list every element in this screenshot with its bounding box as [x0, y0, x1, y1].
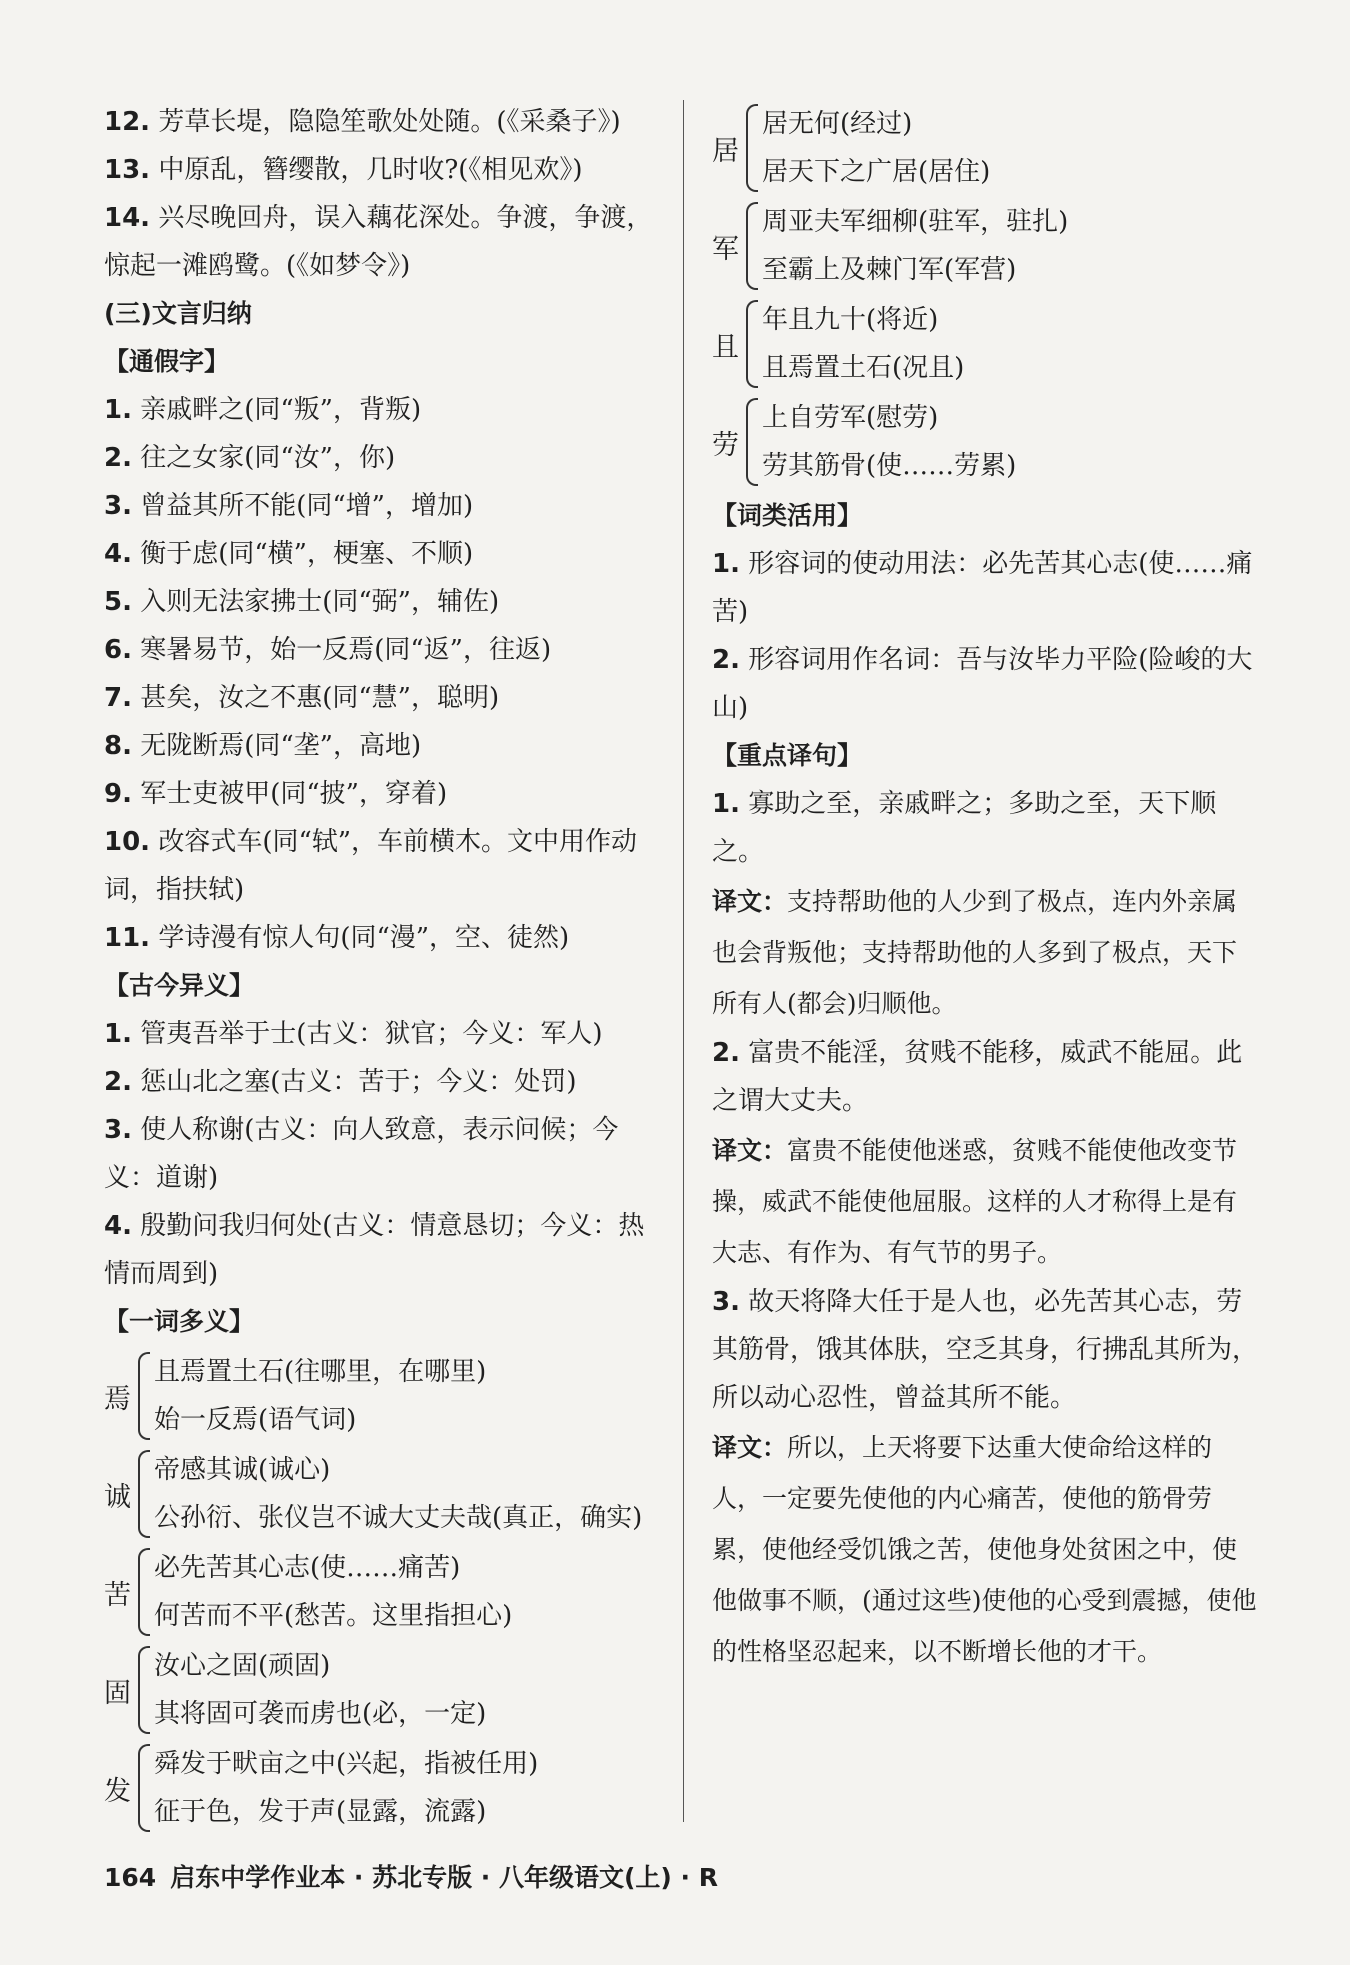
book-title: 启东中学作业本 · 苏北专版 · 八年级语文(上) · R — [170, 1863, 719, 1892]
polysemy-group — [712, 198, 1260, 294]
brace-icon — [138, 1646, 150, 1734]
list-item: 11. 学诗漫有惊人句(同“漫”，空、徒然) — [104, 923, 570, 953]
polysemy-item: 汝心之固(顽固) — [154, 1651, 331, 1681]
polysemy-item: 年且九十(将近) — [762, 305, 939, 335]
polysemy-group — [712, 296, 1260, 392]
list-item: 1. 管夷吾举于士(古义：狱官；今义：军人) — [104, 1019, 603, 1049]
polysemy-item: 居天下之广居(居住) — [762, 157, 991, 187]
translation-list — [712, 780, 1260, 1677]
right-column — [712, 98, 1260, 1677]
polysemy-group — [104, 1348, 669, 1444]
polysemy-char: 发 — [104, 1775, 131, 1807]
polysemy-char: 军 — [712, 233, 739, 265]
poem-line: 14. 兴尽晚回舟，误入藕花深处。争渡，争渡，惊起一滩鸥鹭。(《如梦令》) — [104, 203, 653, 281]
list-item: 2. 惩山北之塞(古义：苦于；今义：处罚) — [104, 1067, 577, 1097]
tongjia-heading: 【通假字】 — [104, 347, 230, 376]
brace-icon — [746, 300, 758, 388]
brace-icon — [138, 1450, 150, 1538]
cilei-list — [712, 540, 1260, 732]
poem-line: 13. 中原乱，簪缨散，几时收?(《相见欢》) — [104, 155, 583, 185]
gujin-list — [104, 1010, 669, 1298]
polysemy-item: 且焉置土石(往哪里，在哪里) — [154, 1357, 487, 1387]
polysemy-group — [104, 1446, 669, 1542]
list-item: 4. 殷勤问我归何处(古义：情意恳切；今义：热情而周到) — [104, 1211, 645, 1289]
polysemy-item: 帝感其诚(诚心) — [154, 1455, 331, 1485]
polysemy-item: 征于色，发于声(显露，流露) — [154, 1797, 487, 1827]
yici-heading: 【一词多义】 — [104, 1307, 255, 1336]
list-item: 10. 改容式车(同“轼”，车前横木。文中用作动词，指扶轼) — [104, 827, 638, 905]
polysemy-char: 劳 — [712, 429, 739, 461]
polysemy-item: 至霸上及棘门军(军营) — [762, 255, 1017, 285]
list-item: 3. 曾益其所不能(同“增”，增加) — [104, 491, 474, 521]
source-sentence: 1. 寡助之至，亲戚畔之；多助之至，天下顺之。 — [712, 789, 1217, 867]
polysemy-item: 周亚夫军细柳(驻军，驻扎) — [762, 207, 1069, 237]
polysemy-item: 其将固可袭而虏也(必，一定) — [154, 1699, 487, 1729]
polysemy-char: 诚 — [104, 1481, 131, 1513]
brace-icon — [138, 1352, 150, 1440]
poem-lines — [104, 98, 669, 290]
polysemy-list — [104, 1348, 669, 1836]
polysemy-item: 居无何(经过) — [762, 109, 913, 139]
list-item: 2. 形容词用作名词：吾与汝毕力平险(险峻的大山) — [712, 645, 1253, 723]
brace-icon — [746, 398, 758, 486]
list-item: 7. 甚矣，汝之不惠(同“慧”，聪明) — [104, 683, 500, 713]
source-sentence: 3. 故天将降大任于是人也，必先苦其心志，劳其筋骨，饿其体肤，空乏其身，行拂乱其所为，所以动心忍性，曾益其所不能。 — [712, 1287, 1259, 1413]
translation-text: 译文：所以，上天将要下达重大使命给这样的人，一定要先使他的内心痛苦，使他的筋骨劳累，使他经受饥饿之苦，使他身处贫困之中，使他做事不顺，(通过这些)使他的心受到震撼，使他的性格坚忍起来，以不断增长他的才干。 — [712, 1433, 1257, 1666]
gujin-heading: 【古今异义】 — [104, 971, 255, 1000]
brace-icon — [746, 104, 758, 192]
tongjia-list — [104, 386, 669, 962]
polysemy-group — [712, 394, 1260, 490]
zhongdian-heading: 【重点译句】 — [712, 741, 863, 770]
polysemy-group — [104, 1740, 669, 1836]
list-item: 4. 衡于虑(同“横”，梗塞、不顺) — [104, 539, 474, 569]
translation-text: 译文：支持帮助他的人少到了极点，连内外亲属也会背叛他；支持帮助他的人多到了极点，天下所有人(都会)归顺他。 — [712, 887, 1238, 1018]
polysemy-item: 必先苦其心志(使……痛苦) — [154, 1553, 461, 1583]
polysemy-group — [104, 1544, 669, 1640]
list-item: 1. 亲戚畔之(同“叛”，背叛) — [104, 395, 422, 425]
list-item: 5. 入则无法家拂士(同“弼”，辅佐) — [104, 587, 500, 617]
polysemy-char: 焉 — [104, 1383, 131, 1415]
polysemy-char: 且 — [712, 331, 739, 363]
polysemy-item: 舜发于畎亩之中(兴起，指被任用) — [154, 1749, 539, 1779]
polysemy-item: 劳其筋骨(使……劳累) — [762, 451, 1017, 481]
polysemy-list-right — [712, 100, 1260, 490]
source-sentence: 2. 富贵不能淫，贫贱不能移，威武不能屈。此之谓大丈夫。 — [712, 1038, 1243, 1116]
polysemy-char: 固 — [104, 1677, 131, 1709]
polysemy-item: 上自劳军(慰劳) — [762, 403, 939, 433]
polysemy-char: 苦 — [104, 1579, 131, 1611]
page-footer — [104, 1858, 718, 1894]
list-item: 1. 形容词的使动用法：必先苦其心志(使……痛苦) — [712, 549, 1253, 627]
brace-icon — [138, 1744, 150, 1832]
section-title: (三)文言归纳 — [104, 299, 252, 328]
page-number: 164 — [104, 1863, 157, 1892]
polysemy-group — [104, 1642, 669, 1738]
left-column — [104, 98, 669, 1838]
brace-icon — [138, 1548, 150, 1636]
column-divider — [683, 100, 684, 1822]
translation-text: 译文：富贵不能使他迷惑，贫贱不能使他改变节操，威武不能使他屈服。这样的人才称得上是有大志、有作为、有气节的男子。 — [712, 1136, 1238, 1267]
polysemy-group — [712, 100, 1260, 196]
list-item: 6. 寒暑易节，始一反焉(同“返”，往返) — [104, 635, 552, 665]
list-item: 2. 往之女家(同“汝”，你) — [104, 443, 396, 473]
list-item: 8. 无陇断焉(同“垄”，高地) — [104, 731, 422, 761]
polysemy-item: 始一反焉(语气词) — [154, 1405, 357, 1435]
cilei-heading: 【词类活用】 — [712, 501, 863, 530]
polysemy-item: 且焉置土石(况且) — [762, 353, 965, 383]
polysemy-char: 居 — [712, 135, 739, 167]
brace-icon — [746, 202, 758, 290]
list-item: 9. 军士吏被甲(同“披”，穿着) — [104, 779, 448, 809]
polysemy-item: 公孙衍、张仪岂不诚大丈夫哉(真正，确实) — [154, 1503, 643, 1533]
list-item: 3. 使人称谢(古义：向人致意，表示问候；今义：道谢) — [104, 1115, 619, 1193]
poem-line: 12. 芳草长堤，隐隐笙歌处处随。(《采桑子》) — [104, 107, 621, 137]
polysemy-item: 何苦而不平(愁苦。这里指担心) — [154, 1601, 513, 1631]
